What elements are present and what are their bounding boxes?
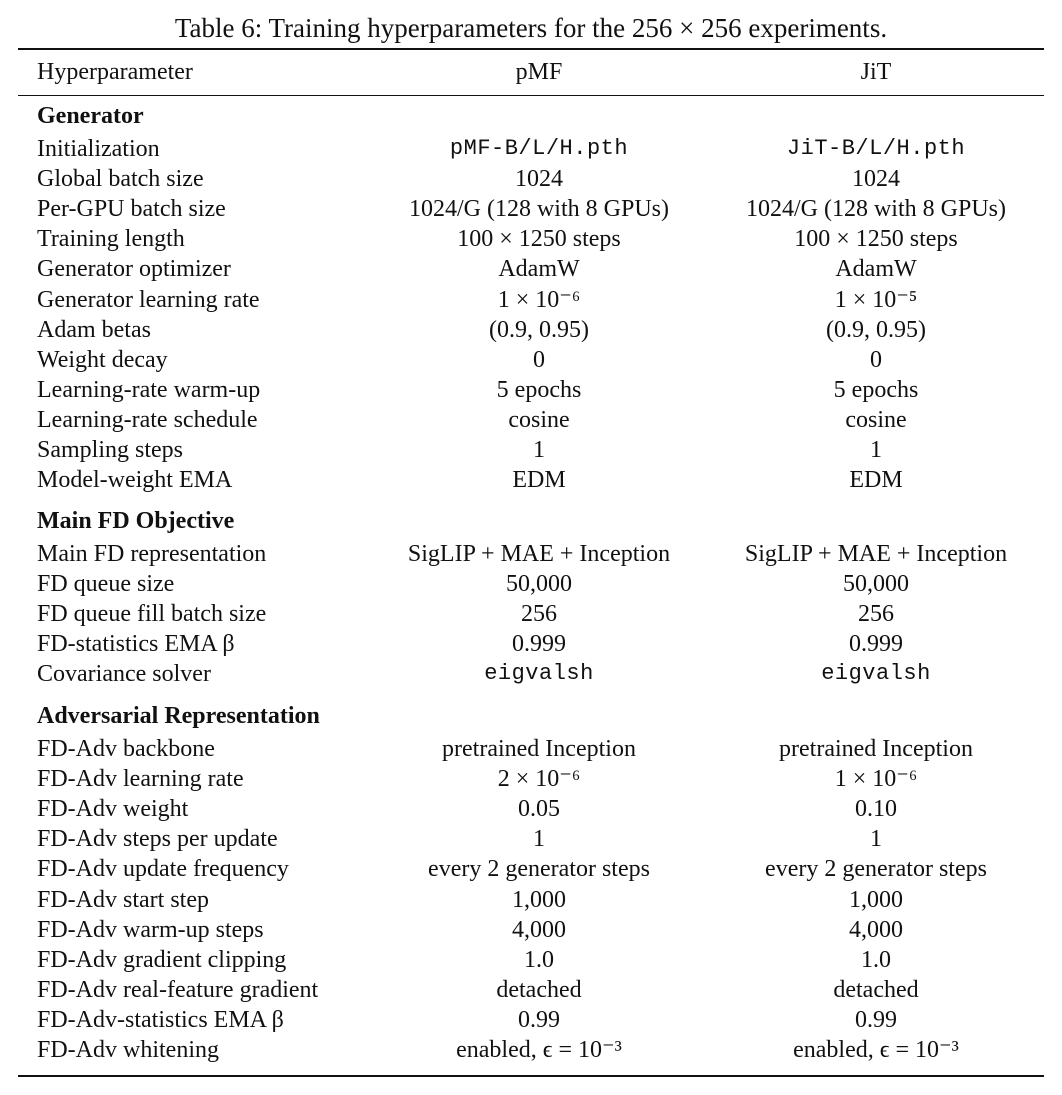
pmf-value: 5 epochs — [496, 377, 582, 403]
jit-value: 1.0 — [861, 947, 891, 973]
row-label: Per-GPU batch size — [37, 196, 226, 222]
row-label: FD queue size — [37, 571, 175, 597]
row-label: Model-weight EMA — [37, 467, 233, 493]
table-row — [0, 254, 1062, 284]
table-row — [0, 764, 1062, 794]
pmf-value: 1 — [533, 437, 545, 463]
pmf-value: every 2 generator steps — [428, 856, 650, 882]
pmf-value: 1 — [533, 826, 545, 852]
table-row — [0, 915, 1062, 945]
jit-value: 5 epochs — [833, 377, 919, 403]
jit-value: 1 × 10⁻⁶ — [834, 766, 918, 792]
table-row — [0, 975, 1062, 1005]
jit-value: detached — [833, 977, 919, 1003]
table-row — [0, 824, 1062, 854]
row-label: FD-Adv real-feature gradient — [37, 977, 319, 1003]
row-label: FD-Adv whitening — [37, 1037, 219, 1063]
pmf-value: 0 — [533, 347, 545, 373]
table-row — [0, 315, 1062, 345]
jit-value: 4,000 — [849, 917, 903, 943]
pmf-value: 1.0 — [524, 947, 554, 973]
bottom-rule — [18, 1075, 1044, 1077]
row-label: FD-Adv learning rate — [37, 766, 244, 792]
row-label: Adam betas — [37, 317, 151, 343]
pmf-value: pMF-B/L/H.pth — [449, 136, 629, 161]
jit-value: pretrained Inception — [779, 736, 973, 762]
jit-value: 50,000 — [843, 571, 909, 597]
jit-value: AdamW — [835, 256, 917, 282]
table-row — [0, 375, 1062, 405]
section-title: Adversarial Representation — [37, 703, 320, 729]
jit-value: cosine — [845, 407, 907, 433]
row-label: Initialization — [37, 136, 160, 162]
row-label: FD-Adv backbone — [37, 736, 215, 762]
jit-value: 100 × 1250 steps — [794, 226, 958, 252]
row-label: FD-Adv-statistics EMA β — [37, 1007, 284, 1033]
pmf-value: EDM — [512, 467, 566, 493]
row-label: Sampling steps — [37, 437, 184, 463]
jit-value: 0 — [870, 347, 882, 373]
jit-value: 0.10 — [855, 796, 897, 822]
table-row — [0, 224, 1062, 254]
pmf-value: 0.99 — [518, 1007, 560, 1033]
table-row — [0, 854, 1062, 884]
row-label: Global batch size — [37, 166, 204, 192]
row-label: Learning-rate schedule — [37, 407, 258, 433]
header-hyperparameter: Hyperparameter — [37, 59, 193, 85]
pmf-value: 256 — [521, 601, 557, 627]
jit-value: (0.9, 0.95) — [826, 317, 926, 343]
table-row — [0, 1035, 1062, 1065]
jit-value: 0.999 — [849, 631, 903, 657]
section-title: Main FD Objective — [37, 508, 235, 534]
jit-value: eigvalsh — [821, 661, 931, 686]
table-row — [0, 599, 1062, 629]
jit-value: JiT-B/L/H.pth — [786, 136, 966, 161]
pmf-value: eigvalsh — [484, 661, 594, 686]
pmf-value: pretrained Inception — [442, 736, 636, 762]
table-row — [0, 734, 1062, 764]
jit-value: SigLIP + MAE + Inception — [744, 541, 1008, 567]
row-label: Learning-rate warm-up — [37, 377, 261, 403]
pmf-value: 1 × 10⁻⁶ — [497, 287, 581, 313]
table-row — [0, 405, 1062, 435]
row-label: FD queue fill batch size — [37, 601, 267, 627]
pmf-value: 0.05 — [518, 796, 560, 822]
table-row — [0, 1005, 1062, 1035]
row-label: Weight decay — [37, 347, 168, 373]
table-row — [0, 164, 1062, 194]
table-row — [0, 629, 1062, 659]
table-row — [0, 539, 1062, 569]
jit-value: EDM — [849, 467, 903, 493]
table-row — [0, 465, 1062, 495]
row-label: Main FD representation — [37, 541, 267, 567]
row-label: Training length — [37, 226, 185, 252]
table-row — [0, 134, 1062, 164]
row-label: FD-Adv warm-up steps — [37, 917, 264, 943]
pmf-value: cosine — [508, 407, 570, 433]
table-row — [0, 345, 1062, 375]
pmf-value: 2 × 10⁻⁶ — [497, 766, 581, 792]
top-rule — [18, 48, 1044, 50]
jit-value: 1 × 10⁻⁵ — [834, 287, 918, 313]
pmf-value: 1024/G (128 with 8 GPUs) — [408, 196, 669, 222]
jit-value: 1 — [870, 826, 882, 852]
table-caption: Table 6: Training hyperparameters for the 256 × 256 experiments. — [174, 13, 888, 43]
table-row — [0, 569, 1062, 599]
header-pmf: pMF — [515, 59, 563, 85]
pmf-value: enabled, ϵ = 10⁻³ — [456, 1037, 622, 1063]
jit-value: 0.99 — [855, 1007, 897, 1033]
header-rule — [18, 95, 1044, 96]
jit-value: every 2 generator steps — [765, 856, 987, 882]
jit-value: 1024 — [852, 166, 900, 192]
header-jit: JiT — [860, 59, 892, 85]
pmf-value: SigLIP + MAE + Inception — [407, 541, 671, 567]
section-title: Generator — [37, 103, 144, 129]
jit-value: enabled, ϵ = 10⁻³ — [793, 1037, 959, 1063]
table-row — [0, 945, 1062, 975]
table-row — [0, 435, 1062, 465]
pmf-value: (0.9, 0.95) — [489, 317, 589, 343]
pmf-value: 0.999 — [512, 631, 566, 657]
row-label: FD-Adv start step — [37, 887, 209, 913]
pmf-value: 1024 — [515, 166, 563, 192]
table-header-row — [0, 57, 1062, 87]
table-row — [0, 285, 1062, 315]
row-label: FD-Adv update frequency — [37, 856, 289, 882]
jit-value: 1024/G (128 with 8 GPUs) — [745, 196, 1006, 222]
row-label: Covariance solver — [37, 661, 211, 687]
row-label: FD-Adv gradient clipping — [37, 947, 287, 973]
row-label: Generator learning rate — [37, 287, 260, 313]
pmf-value: 100 × 1250 steps — [457, 226, 621, 252]
table-row — [0, 794, 1062, 824]
jit-value: 1 — [870, 437, 882, 463]
jit-value: 256 — [858, 601, 894, 627]
pmf-value: detached — [496, 977, 582, 1003]
row-label: Generator optimizer — [37, 256, 231, 282]
pmf-value: AdamW — [498, 256, 580, 282]
row-label: FD-statistics EMA β — [37, 631, 235, 657]
jit-value: 1,000 — [849, 887, 903, 913]
pmf-value: 1,000 — [512, 887, 566, 913]
table-row — [0, 885, 1062, 915]
table-row — [0, 659, 1062, 689]
pmf-value: 4,000 — [512, 917, 566, 943]
row-label: FD-Adv steps per update — [37, 826, 278, 852]
row-label: FD-Adv weight — [37, 796, 189, 822]
pmf-value: 50,000 — [506, 571, 572, 597]
table-row — [0, 194, 1062, 224]
